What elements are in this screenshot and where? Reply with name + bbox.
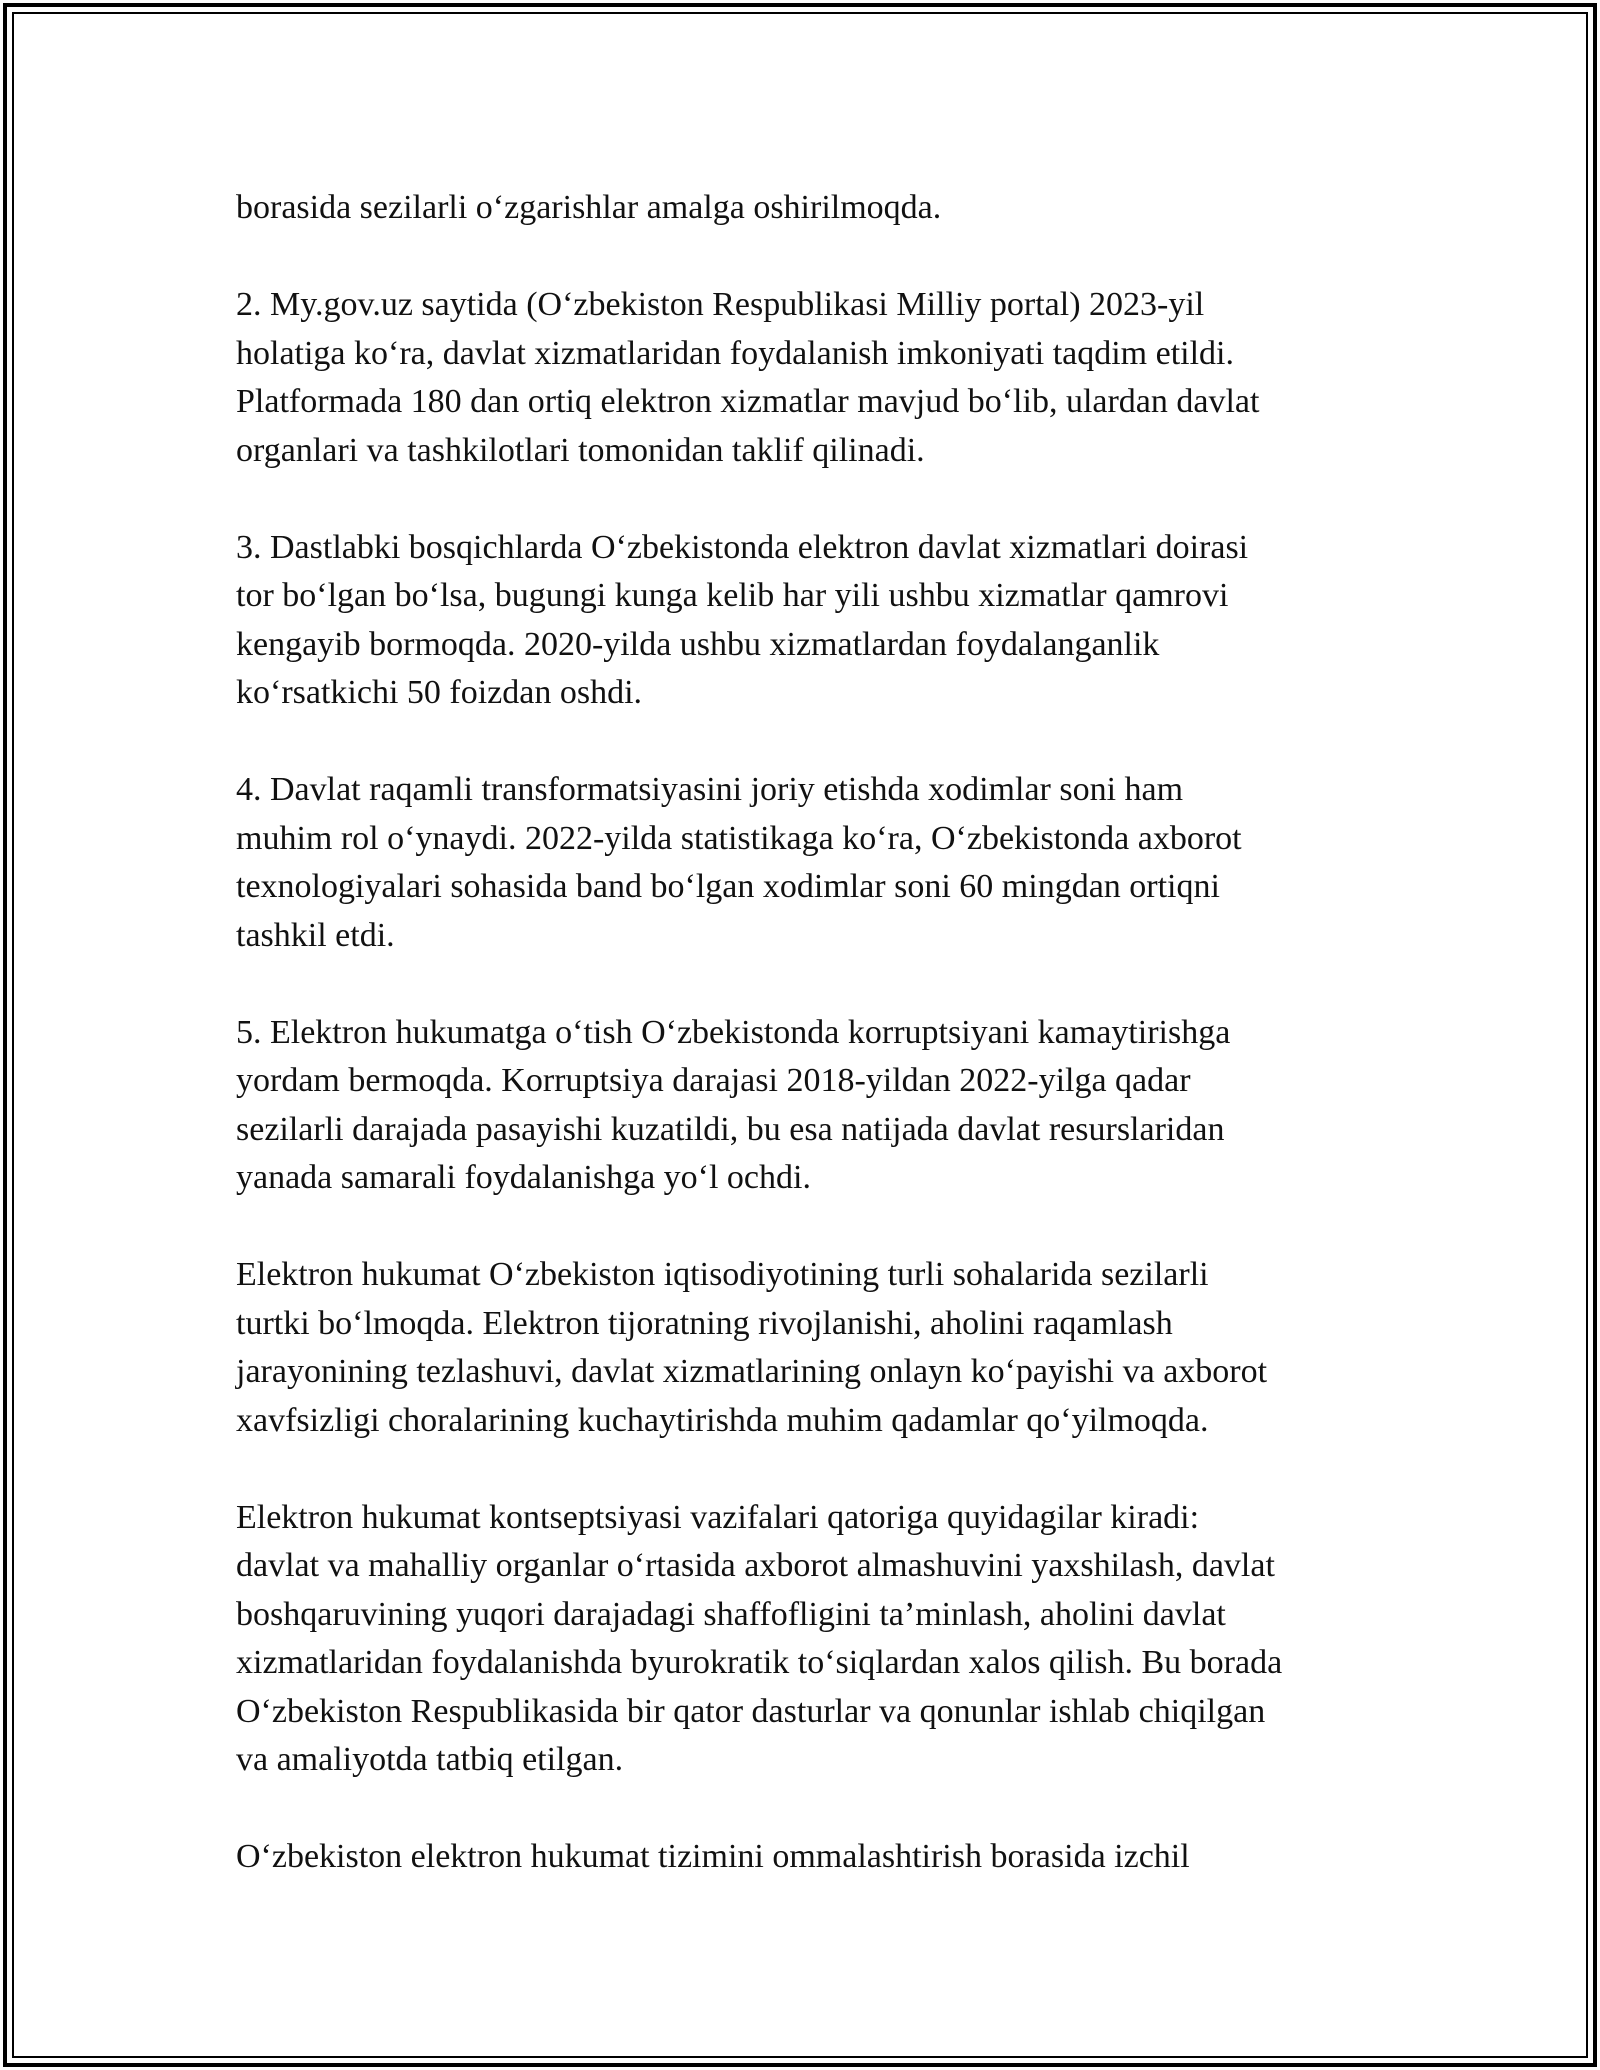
document-body [236,184,1376,1930]
text-line: turtki bo‘lmoqda. Elektron tijoratning rivojlanishi, aholini raqamlash [236,1304,1173,1342]
text-line: O‘zbekiston elektron hukumat tizimini ommalashtirish borasida izchil [236,1838,1190,1875]
text-line: 5. Elektron hukumatga o‘tish O‘zbekistonda korruptsiyani kamaytirishga [236,1013,1231,1051]
text-line: muhim rol o‘ynaydi. 2022-yilda statistikaga ko‘ra, O‘zbekistonda axborot [236,819,1242,857]
text-line: organlari va tashkilotlari tomonidan taklif qilinadi. [236,431,925,469]
paragraph [236,524,1376,718]
text-line: 2. My.gov.uz saytida (O‘zbekiston Respublikasi Milliy portal) 2023-yil [236,286,1205,323]
text-line: ko‘rsatkichi 50 foizdan oshdi. [236,674,643,711]
text-line: jarayonining tezlashuvi, davlat xizmatlarining onlayn ko‘payishi va axborot [236,1353,1268,1390]
paragraph [236,1009,1376,1203]
text-line: Elektron hukumat kontseptsiyasi vazifalari qatoriga quyidagilar kiradi: [236,1498,1200,1536]
text-line: boshqaruvining yuqori darajadagi shaffofligini ta’minlash, aholini davlat [236,1595,1226,1633]
text-line: holatiga ko‘ra, davlat xizmatlaridan foydalanish imkoniyati taqdim etildi. [236,334,1235,372]
text-line: tor bo‘lgan bo‘lsa, bugungi kunga kelib har yili ushbu xizmatlar qamrovi [236,577,1229,614]
paragraph [236,281,1376,475]
text-line: xizmatlaridan foydalanishda byurokratik to‘siqlardan xalos qilish. Bu borada [236,1644,1283,1681]
text-line: sezilarli darajada pasayishi kuzatildi, bu esa natijada davlat resurslaridan [236,1110,1225,1148]
text-line: 4. Davlat raqamli transformatsiyasini joriy etishda xodimlar soni ham [236,771,1184,808]
text-line: borasida sezilarli o‘zgarishlar amalga oshirilmoqda. [236,189,942,226]
text-line: Platformada 180 dan ortiq elektron xizmatlar mavjud bo‘lib, ulardan davlat [236,383,1260,420]
text-line: 3. Dastlabki bosqichlarda O‘zbekistonda elektron davlat xizmatlari doirasi [236,528,1249,566]
text-line: kengayib bormoqda. 2020-yilda ushbu xizmatlardan foydalanganlik [236,625,1160,663]
paragraph [236,184,1376,233]
text-line: texnologiyalari sohasida band bo‘lgan xodimlar soni 60 mingdan ortiqni [236,868,1220,905]
text-line: xavfsizligi choralarining kuchaytirishda muhim qadamlar qo‘yilmoqda. [236,1401,1209,1439]
paragraph [236,766,1376,960]
text-line: tashkil etdi. [236,916,395,954]
text-line: Elektron hukumat O‘zbekiston iqtisodiyotining turli sohalarida sezilarli [236,1256,1209,1293]
paragraph [236,1833,1376,1882]
paragraph [236,1494,1376,1785]
text-line: davlat va mahalliy organlar o‘rtasida axborot almashuvini yaxshilash, davlat [236,1547,1275,1584]
paragraph [236,1251,1376,1445]
text-line: yanada samarali foydalanishga yo‘l ochdi. [236,1159,811,1196]
text-line: va amaliyotda tatbiq etilgan. [236,1741,624,1778]
text-line: yordam bermoqda. Korruptsiya darajasi 2018-yildan 2022-yilga qadar [236,1062,1191,1099]
text-line: O‘zbekiston Respublikasida bir qator dasturlar va qonunlar ishlab chiqilgan [236,1692,1266,1730]
